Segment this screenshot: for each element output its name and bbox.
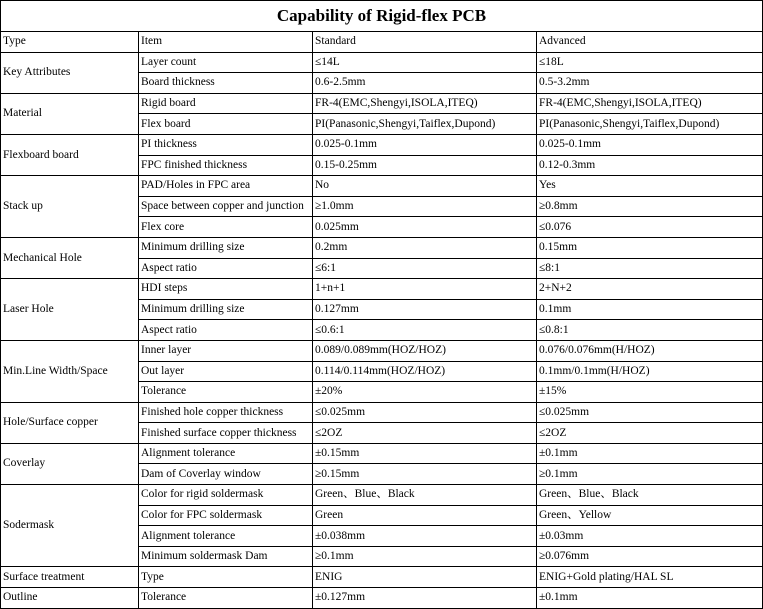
advanced-value-cell: 0.076/0.076mm(H/HOZ) — [537, 340, 763, 361]
table-row — [1, 588, 763, 609]
category-cell: Stack up — [1, 176, 139, 238]
advanced-value-cell: ≤2OZ — [537, 423, 763, 444]
standard-value-cell: 0.2mm — [313, 237, 537, 258]
category-cell: Key Attributes — [1, 52, 139, 93]
standard-value-cell: 0.6-2.5mm — [313, 73, 537, 94]
table-row — [1, 237, 763, 258]
standard-value-cell: 0.089/0.089mm(HOZ/HOZ) — [313, 340, 537, 361]
category-cell: Min.Line Width/Space — [1, 340, 139, 402]
item-cell: HDI steps — [139, 279, 313, 300]
advanced-value-cell: ±0.1mm — [537, 443, 763, 464]
standard-value-cell: 1+n+1 — [313, 279, 537, 300]
item-cell: Type — [139, 567, 313, 588]
table-title: Capability of Rigid-flex PCB — [1, 1, 763, 32]
advanced-value-cell: ≤18L — [537, 52, 763, 73]
advanced-value-cell: FR-4(EMC,Shengyi,ISOLA,ITEQ) — [537, 93, 763, 114]
advanced-value-cell: PI(Panasonic,Shengyi,Taiflex,Dupond) — [537, 114, 763, 135]
advanced-value-cell: ≤0.076 — [537, 217, 763, 238]
category-cell: Laser Hole — [1, 279, 139, 341]
table-row — [1, 340, 763, 361]
item-cell: Flex core — [139, 217, 313, 238]
category-cell: Outline — [1, 588, 139, 609]
standard-value-cell: ≤0.025mm — [313, 402, 537, 423]
standard-value-cell: Green、Blue、Black — [313, 485, 537, 506]
advanced-value-cell: ≥0.8mm — [537, 196, 763, 217]
header-advanced: Advanced — [537, 32, 763, 53]
header-type: Type — [1, 32, 139, 53]
standard-value-cell: ≤14L — [313, 52, 537, 73]
standard-value-cell: 0.025-0.1mm — [313, 134, 537, 155]
item-cell: Aspect ratio — [139, 320, 313, 341]
item-cell: Finished hole copper thickness — [139, 402, 313, 423]
table-row — [1, 567, 763, 588]
title-row — [1, 1, 763, 32]
header-item: Item — [139, 32, 313, 53]
table-row — [1, 279, 763, 300]
advanced-value-cell: ≥0.1mm — [537, 464, 763, 485]
advanced-value-cell: ≤8:1 — [537, 258, 763, 279]
advanced-value-cell: ≤0.025mm — [537, 402, 763, 423]
item-cell: Space between copper and junction — [139, 196, 313, 217]
advanced-value-cell: ENIG+Gold plating/HAL SL — [537, 567, 763, 588]
advanced-value-cell: Green、Yellow — [537, 505, 763, 526]
category-cell: Sodermask — [1, 485, 139, 567]
advanced-value-cell: 0.5-3.2mm — [537, 73, 763, 94]
category-cell: Flexboard board — [1, 134, 139, 175]
item-cell: PAD/Holes in FPC area — [139, 176, 313, 197]
header-row — [1, 32, 763, 53]
standard-value-cell: Green — [313, 505, 537, 526]
item-cell: Color for FPC soldermask — [139, 505, 313, 526]
item-cell: Tolerance — [139, 588, 313, 609]
advanced-value-cell: Yes — [537, 176, 763, 197]
advanced-value-cell: ≤0.8:1 — [537, 320, 763, 341]
item-cell: Layer count — [139, 52, 313, 73]
category-cell: Coverlay — [1, 443, 139, 484]
item-cell: Aspect ratio — [139, 258, 313, 279]
item-cell: FPC finished thickness — [139, 155, 313, 176]
advanced-value-cell: 0.1mm — [537, 299, 763, 320]
item-cell: Color for rigid soldermask — [139, 485, 313, 506]
advanced-value-cell: 0.025-0.1mm — [537, 134, 763, 155]
standard-value-cell: ≥0.1mm — [313, 546, 537, 567]
standard-value-cell: 0.025mm — [313, 217, 537, 238]
advanced-value-cell: ±0.1mm — [537, 588, 763, 609]
item-cell: Dam of Coverlay window — [139, 464, 313, 485]
standard-value-cell: ±0.15mm — [313, 443, 537, 464]
item-cell: Board thickness — [139, 73, 313, 94]
standard-value-cell: ≤0.6:1 — [313, 320, 537, 341]
table-body — [1, 52, 763, 608]
advanced-value-cell: 0.12-0.3mm — [537, 155, 763, 176]
standard-value-cell: FR-4(EMC,Shengyi,ISOLA,ITEQ) — [313, 93, 537, 114]
item-cell: Rigid board — [139, 93, 313, 114]
table-row — [1, 52, 763, 73]
item-cell: Alignment tolerance — [139, 443, 313, 464]
standard-value-cell: ±0.038mm — [313, 526, 537, 547]
standard-value-cell: ENIG — [313, 567, 537, 588]
category-cell: Hole/Surface copper — [1, 402, 139, 443]
standard-value-cell: ≤6:1 — [313, 258, 537, 279]
table-row — [1, 402, 763, 423]
table-row — [1, 134, 763, 155]
table-row — [1, 485, 763, 506]
item-cell: Flex board — [139, 114, 313, 135]
advanced-value-cell: ±0.03mm — [537, 526, 763, 547]
item-cell: Finished surface copper thickness — [139, 423, 313, 444]
advanced-value-cell: 0.1mm/0.1mm(H/HOZ) — [537, 361, 763, 382]
header-standard: Standard — [313, 32, 537, 53]
advanced-value-cell: 0.15mm — [537, 237, 763, 258]
standard-value-cell: 0.114/0.114mm(HOZ/HOZ) — [313, 361, 537, 382]
standard-value-cell: ±0.127mm — [313, 588, 537, 609]
item-cell: Inner layer — [139, 340, 313, 361]
standard-value-cell: 0.15-0.25mm — [313, 155, 537, 176]
category-cell: Surface treatment — [1, 567, 139, 588]
item-cell: Minimum soldermask Dam — [139, 546, 313, 567]
table-row — [1, 176, 763, 197]
standard-value-cell: ≥0.15mm — [313, 464, 537, 485]
item-cell: PI thickness — [139, 134, 313, 155]
advanced-value-cell: 2+N+2 — [537, 279, 763, 300]
standard-value-cell: PI(Panasonic,Shengyi,Taiflex,Dupond) — [313, 114, 537, 135]
item-cell: Minimum drilling size — [139, 237, 313, 258]
advanced-value-cell: ≥0.076mm — [537, 546, 763, 567]
standard-value-cell: ≤2OZ — [313, 423, 537, 444]
advanced-value-cell: ±15% — [537, 382, 763, 403]
table-row — [1, 93, 763, 114]
item-cell: Minimum drilling size — [139, 299, 313, 320]
item-cell: Alignment tolerance — [139, 526, 313, 547]
category-cell: Material — [1, 93, 139, 134]
standard-value-cell: ≥1.0mm — [313, 196, 537, 217]
standard-value-cell: No — [313, 176, 537, 197]
item-cell: Out layer — [139, 361, 313, 382]
table-row — [1, 443, 763, 464]
standard-value-cell: ±20% — [313, 382, 537, 403]
category-cell: Mechanical Hole — [1, 237, 139, 278]
standard-value-cell: 0.127mm — [313, 299, 537, 320]
item-cell: Tolerance — [139, 382, 313, 403]
advanced-value-cell: Green、Blue、Black — [537, 485, 763, 506]
